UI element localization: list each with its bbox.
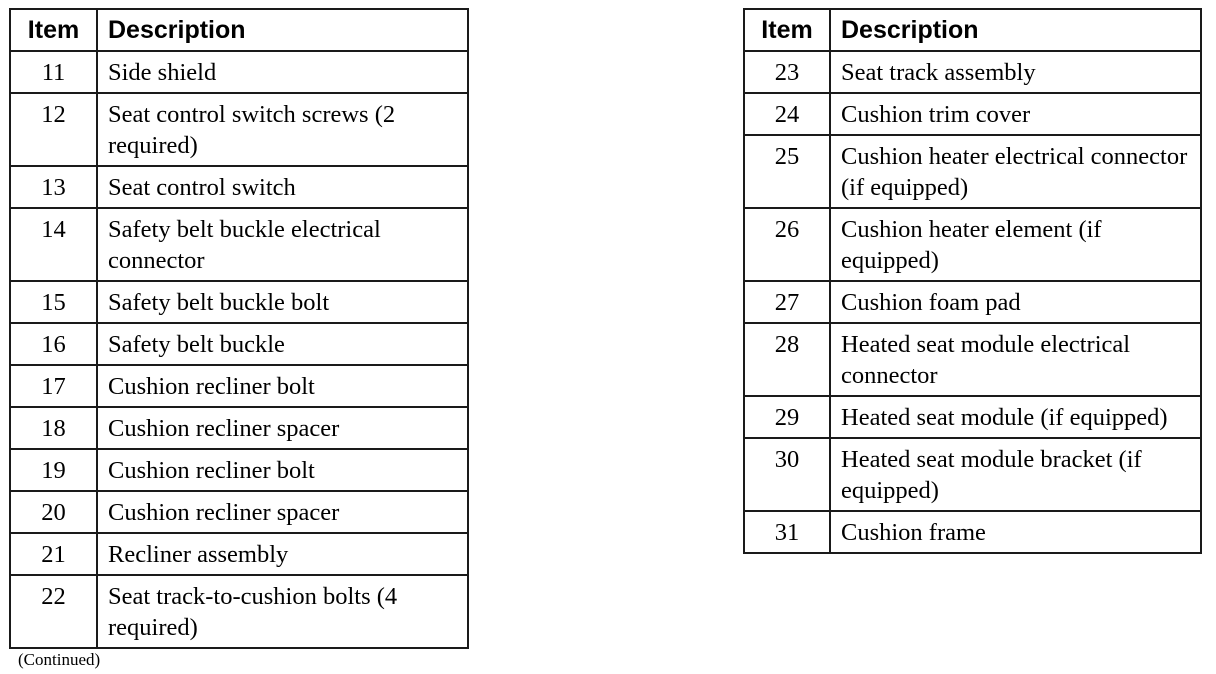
item-number: 24 <box>744 93 830 135</box>
table-row <box>10 166 468 208</box>
parts-table-right <box>743 8 1202 554</box>
table-row <box>744 135 1201 208</box>
item-description: Side shield <box>97 51 468 93</box>
item-description: Seat control switch <box>97 166 468 208</box>
table-row <box>10 449 468 491</box>
item-number: 15 <box>10 281 97 323</box>
item-description: Safety belt buckle bolt <box>97 281 468 323</box>
item-description: Heated seat module (if equipped) <box>830 396 1201 438</box>
item-description: Recliner assembly <box>97 533 468 575</box>
table-row <box>744 93 1201 135</box>
table-row <box>744 511 1201 553</box>
item-description: Seat track assembly <box>830 51 1201 93</box>
parts-table-left <box>9 8 469 649</box>
item-description: Cushion foam pad <box>830 281 1201 323</box>
item-description: Heated seat module bracket (if equipped) <box>830 438 1201 511</box>
item-description: Safety belt buckle electrical connector <box>97 208 468 281</box>
table-row <box>744 281 1201 323</box>
column-header-item: Item <box>744 9 830 51</box>
table-row <box>744 438 1201 511</box>
item-number: 17 <box>10 365 97 407</box>
item-number: 23 <box>744 51 830 93</box>
table-row <box>10 281 468 323</box>
item-description: Seat track-to-cushion bolts (4 required) <box>97 575 468 648</box>
column-header-description: Description <box>97 9 468 51</box>
column-header-description: Description <box>830 9 1201 51</box>
table-row <box>10 51 468 93</box>
item-description: Cushion recliner bolt <box>97 365 468 407</box>
item-number: 12 <box>10 93 97 166</box>
item-number: 30 <box>744 438 830 511</box>
item-description: Seat control switch screws (2 required) <box>97 93 468 166</box>
item-description: Safety belt buckle <box>97 323 468 365</box>
item-description: Heated seat module electrical connector <box>830 323 1201 396</box>
table-row <box>10 533 468 575</box>
item-number: 16 <box>10 323 97 365</box>
table-body-left <box>10 51 468 648</box>
item-description: Cushion heater element (if equipped) <box>830 208 1201 281</box>
item-number: 13 <box>10 166 97 208</box>
table-row <box>744 51 1201 93</box>
table-row <box>744 208 1201 281</box>
item-number: 11 <box>10 51 97 93</box>
item-description: Cushion trim cover <box>830 93 1201 135</box>
item-number: 31 <box>744 511 830 553</box>
table-row <box>10 575 468 648</box>
item-number: 22 <box>10 575 97 648</box>
table-row <box>744 396 1201 438</box>
item-number: 19 <box>10 449 97 491</box>
table-row <box>10 93 468 166</box>
item-number: 28 <box>744 323 830 396</box>
table-row <box>10 208 468 281</box>
table-header-row <box>10 9 468 51</box>
table-row <box>10 407 468 449</box>
item-number: 27 <box>744 281 830 323</box>
item-number: 26 <box>744 208 830 281</box>
table-header-row <box>744 9 1201 51</box>
table-row <box>744 323 1201 396</box>
table-row <box>10 491 468 533</box>
table-row <box>10 365 468 407</box>
column-header-item: Item <box>10 9 97 51</box>
continued-note: (Continued) <box>18 650 101 669</box>
item-number: 18 <box>10 407 97 449</box>
table-row <box>10 323 468 365</box>
item-description: Cushion recliner bolt <box>97 449 468 491</box>
item-number: 29 <box>744 396 830 438</box>
item-number: 20 <box>10 491 97 533</box>
item-number: 14 <box>10 208 97 281</box>
item-number: 25 <box>744 135 830 208</box>
table-body-right <box>744 51 1201 553</box>
item-number: 21 <box>10 533 97 575</box>
item-description: Cushion frame <box>830 511 1201 553</box>
item-description: Cushion heater electrical connector (if equipped) <box>830 135 1201 208</box>
item-description: Cushion recliner spacer <box>97 407 468 449</box>
item-description: Cushion recliner spacer <box>97 491 468 533</box>
